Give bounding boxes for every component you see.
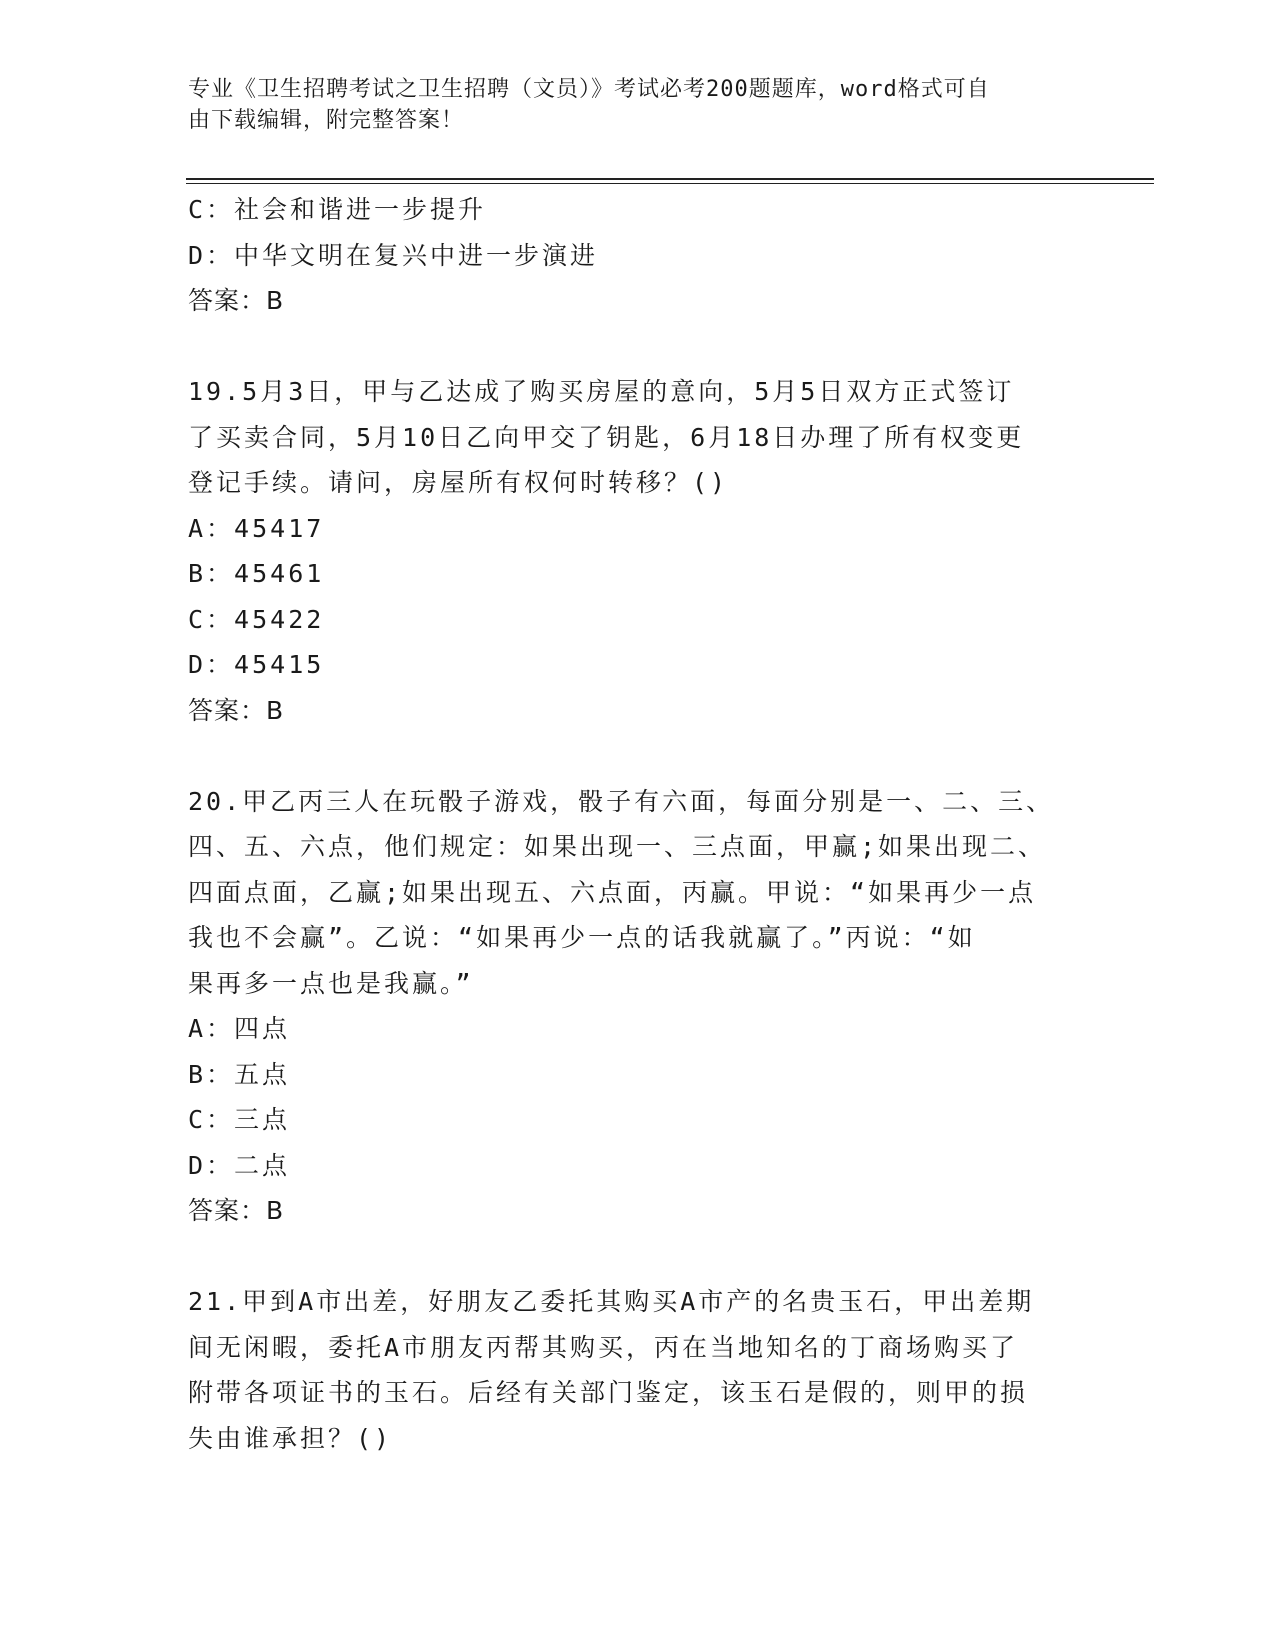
question-text-line: 失由谁承担？(): [188, 1423, 393, 1453]
question-text-line: 我也不会赢”。乙说：“如果再少一点的话我就赢了。”丙说：“如: [188, 923, 976, 952]
question-21: [188, 1279, 1088, 1461]
answer-line: 答案：B: [188, 286, 285, 315]
question-text-line: 附带各项证书的玉石。后经有关部门鉴定，该玉石是假的，则甲的损: [188, 1378, 1029, 1407]
option-d: D：45415: [188, 650, 325, 679]
option-c: C：三点: [188, 1105, 291, 1134]
question-text-line: 了买卖合同，5月10日乙向甲交了钥匙，6月18日办理了所有权变更: [188, 422, 1025, 452]
option-a: A：四点: [188, 1014, 291, 1043]
answer-line: 答案：B: [188, 1196, 285, 1225]
header-rule-thin: [186, 183, 1154, 184]
spacer: [188, 733, 1088, 779]
question-text-line: 19.5月3日，甲与乙达成了购买房屋的意向，5月5日双方正式签订: [188, 377, 1015, 406]
header-line-2: 由下载编辑，附完整答案！: [188, 108, 465, 133]
option-a: A：45417: [188, 513, 325, 543]
question-text-line: 间无闲暇，委托A市朋友丙帮其购买，丙在当地知名的丁商场购买了: [188, 1332, 1019, 1362]
option-d: D：二点: [188, 1150, 291, 1180]
question-text-line: 20.甲乙丙三人在玩骰子游戏，骰子有六面，每面分别是一、二、三、: [188, 786, 1055, 816]
header-rule-thick: [186, 178, 1154, 180]
question-text-line: 果再多一点也是我赢。”: [188, 968, 474, 998]
option-c: C：社会和谐进一步提升: [188, 195, 487, 224]
question-text-line: 21.甲到A市出差，好朋友乙委托其购买A市产的名贵玉石，甲出差期: [188, 1287, 1035, 1316]
header-line-1: 专业《卫生招聘考试之卫生招聘（文员）》考试必考200题题库，word格式可自: [188, 77, 990, 102]
spacer: [188, 324, 1088, 370]
question-20: [188, 779, 1088, 1234]
question-text-line: 四面点面，乙赢;如果出现五、六点面，丙赢。甲说：“如果再少一点: [188, 877, 1037, 907]
spacer: [188, 1234, 1088, 1280]
option-b: B：五点: [188, 1059, 291, 1089]
document-header: [188, 74, 1078, 136]
option-d: D：中华文明在复兴中进一步演进: [188, 240, 599, 270]
question-text-line: 登记手续。请问，房屋所有权何时转移？(): [188, 468, 729, 497]
option-b: B：45461: [188, 559, 325, 588]
option-c: C：45422: [188, 604, 325, 634]
question-text-line: 四、五、六点，他们规定：如果出现一、三点面，甲赢;如果出现二、: [188, 832, 1047, 861]
answer-line: 答案：B: [188, 695, 285, 725]
question-19: [188, 369, 1088, 733]
document-body: [188, 187, 1088, 1461]
previous-question-tail: [188, 187, 1088, 324]
